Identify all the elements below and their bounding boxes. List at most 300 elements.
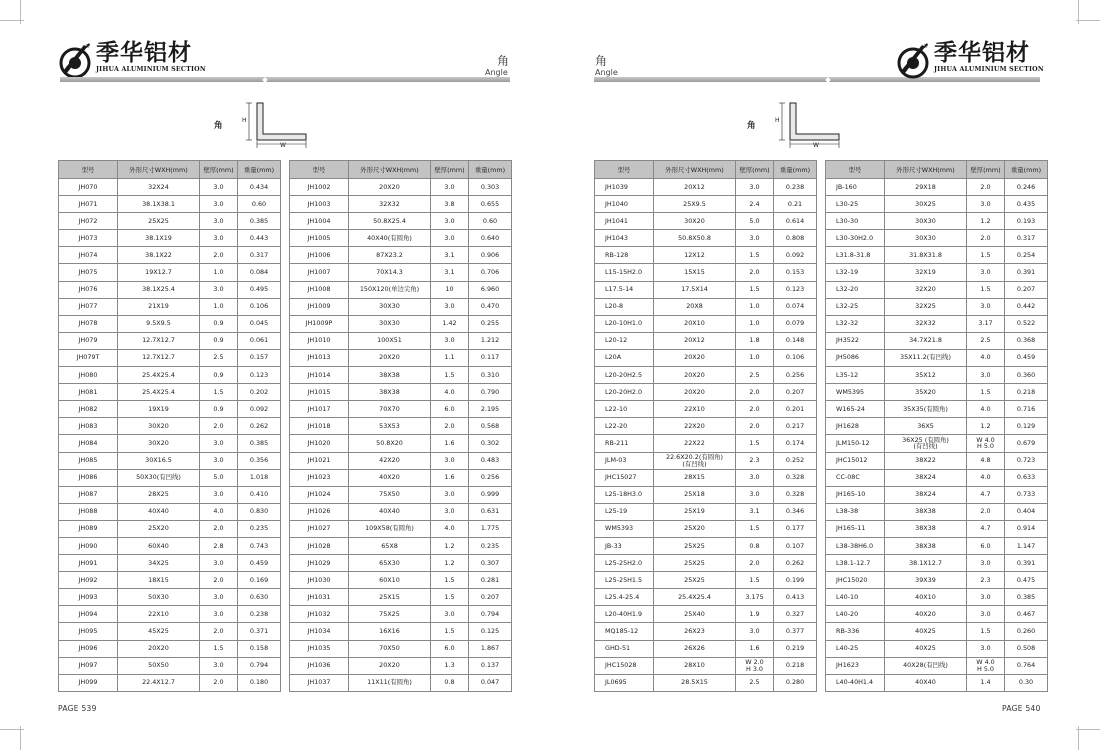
cell-weight: 0.246 <box>1005 179 1048 196</box>
brand-logo <box>58 40 206 82</box>
table-row <box>595 623 817 640</box>
cell-weight: 0.633 <box>1005 469 1048 486</box>
cell-size: 150X120(单边尖角) <box>349 281 431 298</box>
cell-size: 32X19 <box>885 264 967 281</box>
cell-size: 20X20 <box>654 367 736 384</box>
cell-weight: 0.281 <box>469 572 512 589</box>
cell-size: 20X8 <box>654 298 736 315</box>
cell-weight: 0.137 <box>469 657 512 674</box>
cell-weight: 0.459 <box>1005 349 1048 366</box>
cell-weight: 0.202 <box>238 384 281 401</box>
cell-size: 32X25 <box>885 298 967 315</box>
cell-weight: 0.435 <box>1005 196 1048 213</box>
cell-weight: 0.434 <box>238 179 281 196</box>
cell-wall: 1.5 <box>967 384 1005 401</box>
cell-size: 9.5X9.5 <box>118 315 200 332</box>
cell-size: 32X32 <box>349 196 431 213</box>
cell-wall: 3.1 <box>736 503 774 520</box>
cell-code: JH1009 <box>290 298 349 315</box>
cell-wall: W 2.0 H 3.0 <box>736 657 774 674</box>
cell-code: JH1041 <box>595 213 654 230</box>
cell-wall: 1.0 <box>200 264 238 281</box>
cell-weight: 0.60 <box>469 213 512 230</box>
cell-wall: 1.8 <box>736 332 774 349</box>
cell-code: L31.8-31.8 <box>826 247 885 264</box>
table-row <box>826 589 1048 606</box>
cell-code: JH1032 <box>290 606 349 623</box>
cell-weight: 0.716 <box>1005 401 1048 418</box>
cell-size: 30X30 <box>885 230 967 247</box>
cell-weight: 0.508 <box>1005 640 1048 657</box>
cell-weight: 0.106 <box>774 349 817 366</box>
cell-size: 12X12 <box>654 247 736 264</box>
cell-weight: 0.255 <box>469 315 512 332</box>
profile-label: 角 <box>747 121 756 131</box>
cell-wall: 1.0 <box>736 315 774 332</box>
cell-wall: 3.0 <box>967 196 1005 213</box>
cell-code: JH082 <box>59 401 118 418</box>
cell-weight: 0.158 <box>238 640 281 657</box>
cell-size: 20X20 <box>349 657 431 674</box>
cell-size: 60X40 <box>118 537 200 554</box>
cell-wall: 3.0 <box>967 555 1005 572</box>
table-row <box>59 230 281 247</box>
table-row <box>59 281 281 298</box>
cell-wall: 5.0 <box>736 213 774 230</box>
cell-code: JH078 <box>59 315 118 332</box>
cell-wall: 2.5 <box>967 332 1005 349</box>
table-row <box>826 486 1048 503</box>
cell-size: 26X23 <box>654 623 736 640</box>
cell-size: 16X16 <box>349 623 431 640</box>
cell-wall: 3.0 <box>200 179 238 196</box>
table-row <box>595 332 817 349</box>
cell-code: L20-40H1.9 <box>595 606 654 623</box>
cell-wall: 3.0 <box>967 640 1005 657</box>
cell-size: 32X32 <box>885 315 967 332</box>
cell-code: L32-25 <box>826 298 885 315</box>
cell-code: RB-128 <box>595 247 654 264</box>
cell-size: 25X20 <box>654 520 736 537</box>
cell-weight: 0.371 <box>238 623 281 640</box>
cell-size: 25X40 <box>654 606 736 623</box>
section-title-en: Angle <box>485 68 508 77</box>
cell-wall: 3.0 <box>431 179 469 196</box>
cell-weight: 0.047 <box>469 674 512 691</box>
cell-weight: 0.743 <box>238 537 281 554</box>
cell-size: 25.4X25.4 <box>118 367 200 384</box>
cell-size: 36X25 (有圆角) (有凹线) <box>885 435 967 452</box>
cell-wall: 2.0 <box>967 179 1005 196</box>
cell-code: L22-20 <box>595 418 654 435</box>
column-header-wall: 壁厚(mm) <box>200 161 238 179</box>
cell-wall: 0.8 <box>736 537 774 554</box>
cell-size: 38.1X22 <box>118 247 200 264</box>
table-row <box>59 469 281 486</box>
cell-size: 25.4X25.4 <box>118 384 200 401</box>
cell-code: L35-12 <box>826 367 885 384</box>
cell-weight: 0.218 <box>774 657 817 674</box>
table-row <box>59 315 281 332</box>
svg-text:®: ® <box>923 44 928 50</box>
cell-size: 20X20 <box>349 179 431 196</box>
cell-size: 19X12.7 <box>118 264 200 281</box>
cell-code: JH1007 <box>290 264 349 281</box>
catalog-page-540 <box>550 0 1100 750</box>
cell-code: RB-211 <box>595 435 654 452</box>
table-row <box>826 349 1048 366</box>
table-row <box>826 520 1048 537</box>
cell-weight: 0.391 <box>1005 264 1048 281</box>
cell-code: JH1026 <box>290 503 349 520</box>
cell-wall: 1.5 <box>967 247 1005 264</box>
cell-wall: 1.2 <box>967 213 1005 230</box>
cell-code: JH1013 <box>290 349 349 366</box>
cell-code: JH075 <box>59 264 118 281</box>
cell-wall: 2.0 <box>736 384 774 401</box>
table-row <box>595 606 817 623</box>
cell-wall: 4.0 <box>967 469 1005 486</box>
table-row <box>826 418 1048 435</box>
cell-wall: 3.0 <box>967 298 1005 315</box>
table-row <box>59 589 281 606</box>
cell-size: 22X10 <box>654 401 736 418</box>
table-row <box>290 298 512 315</box>
cell-size: 38X24 <box>885 469 967 486</box>
cell-code: JH3522 <box>826 332 885 349</box>
cell-code: JH1040 <box>595 196 654 213</box>
table-row <box>290 401 512 418</box>
table-row <box>826 179 1048 196</box>
table-row <box>595 674 817 691</box>
cell-wall: 0.9 <box>200 367 238 384</box>
brand-name-cn: 季华铝材 <box>96 40 192 66</box>
cell-size: 20X20 <box>118 640 200 657</box>
cell-size: 65X8 <box>349 537 431 554</box>
cell-weight: 0.328 <box>774 486 817 503</box>
cell-wall: 6.0 <box>431 401 469 418</box>
cell-code: L25-25H1.5 <box>595 572 654 589</box>
cell-size: 70X70 <box>349 401 431 418</box>
cell-code: JH165-11 <box>826 520 885 537</box>
cell-size: 32X20 <box>885 281 967 298</box>
cell-code: GHD-51 <box>595 640 654 657</box>
cell-size: 38.1X25.4 <box>118 281 200 298</box>
column-header-weight: 重量(mm) <box>774 161 817 179</box>
table-row <box>595 349 817 366</box>
spec-table <box>289 160 512 692</box>
table-row <box>59 264 281 281</box>
cell-wall: 2.0 <box>736 401 774 418</box>
cell-size: 45X25 <box>118 623 200 640</box>
cell-wall: 3.0 <box>431 486 469 503</box>
table-row <box>595 469 817 486</box>
cell-wall: 3.0 <box>431 606 469 623</box>
cell-weight: 0.045 <box>238 315 281 332</box>
cell-code: JHC15028 <box>595 657 654 674</box>
table-row <box>290 572 512 589</box>
cell-weight: 0.092 <box>774 247 817 264</box>
cell-size: 70X14.3 <box>349 264 431 281</box>
cell-weight: 0.631 <box>469 503 512 520</box>
cell-weight: 0.410 <box>238 486 281 503</box>
table-row <box>595 452 817 469</box>
cell-code: JH1021 <box>290 452 349 469</box>
table-row <box>59 179 281 196</box>
cell-code: JH081 <box>59 384 118 401</box>
cell-size: 40X10 <box>885 589 967 606</box>
cell-weight: 0.794 <box>469 606 512 623</box>
brand-name-cn: 季华铝材 <box>934 40 1030 66</box>
cell-code: JH1003 <box>290 196 349 213</box>
crop-mark <box>0 20 24 21</box>
cell-weight: 0.201 <box>774 401 817 418</box>
cell-weight: 0.346 <box>774 503 817 520</box>
table-row <box>595 230 817 247</box>
cell-weight: 6.960 <box>469 281 512 298</box>
cell-wall: 3.0 <box>200 606 238 623</box>
cell-weight: 0.60 <box>238 196 281 213</box>
table-row <box>826 401 1048 418</box>
cell-wall: W 4.0 H 5.0 <box>967 435 1005 452</box>
table-row <box>595 555 817 572</box>
cell-code: L30-30H2.0 <box>826 230 885 247</box>
cell-size: 50.8X25.4 <box>349 213 431 230</box>
cell-weight: 0.254 <box>1005 247 1048 264</box>
cell-size: 20X12 <box>654 179 736 196</box>
cell-size: 15X15 <box>654 264 736 281</box>
cell-code: WM5393 <box>595 520 654 537</box>
cell-weight: 0.830 <box>238 503 281 520</box>
column-header-wall: 壁厚(mm) <box>736 161 774 179</box>
table-row <box>595 503 817 520</box>
cell-wall: 2.0 <box>736 264 774 281</box>
table-row <box>59 418 281 435</box>
cell-code: JB-160 <box>826 179 885 196</box>
height-dimension-label: H <box>242 117 247 124</box>
cell-weight: 0.723 <box>1005 452 1048 469</box>
cell-code: L30-25 <box>826 196 885 213</box>
table-row <box>290 247 512 264</box>
cell-wall: 2.0 <box>200 520 238 537</box>
cell-wall: 3.0 <box>736 230 774 247</box>
cell-size: 35X11.2(有凹线) <box>885 349 967 366</box>
cell-code: JH1035 <box>290 640 349 657</box>
cell-size: 38X38 <box>349 367 431 384</box>
cell-wall: 2.3 <box>967 572 1005 589</box>
table-row <box>826 640 1048 657</box>
cell-size: 19X19 <box>118 401 200 418</box>
cell-weight: 0.356 <box>238 452 281 469</box>
cell-weight: 0.706 <box>469 264 512 281</box>
cell-wall: 4.7 <box>967 486 1005 503</box>
cell-code: L25.4-25.4 <box>595 589 654 606</box>
cell-size: 22.6X20.2(有圆角) (有凹线) <box>654 452 736 469</box>
table-row <box>826 674 1048 691</box>
cell-size: 25.4X25.4 <box>654 589 736 606</box>
table-row <box>290 315 512 332</box>
cell-weight: 0.262 <box>774 555 817 572</box>
spec-table <box>58 160 281 692</box>
cell-weight: 0.733 <box>1005 486 1048 503</box>
page-number: PAGE 539 <box>58 704 97 713</box>
cell-size: 87X23.2 <box>349 247 431 264</box>
cell-weight: 1.867 <box>469 640 512 657</box>
cell-code: JH095 <box>59 623 118 640</box>
table-row <box>59 332 281 349</box>
cell-wall: 1.5 <box>200 640 238 657</box>
cell-weight: 1.212 <box>469 332 512 349</box>
cell-size: 30X16.5 <box>118 452 200 469</box>
table-row <box>826 213 1048 230</box>
cell-wall: 1.42 <box>431 315 469 332</box>
cell-weight: 0.074 <box>774 298 817 315</box>
cell-code: JHC15027 <box>595 469 654 486</box>
cell-wall: 1.9 <box>736 606 774 623</box>
width-dimension-label: W <box>813 142 819 149</box>
table-row <box>290 435 512 452</box>
cell-wall: 3.0 <box>736 623 774 640</box>
cell-weight: 0.106 <box>238 298 281 315</box>
cell-size: 28X10 <box>654 657 736 674</box>
cell-weight: 0.207 <box>469 589 512 606</box>
cell-wall: 0.9 <box>200 401 238 418</box>
cell-weight: 0.262 <box>238 418 281 435</box>
column-header-size: 外形尺寸WXH(mm) <box>118 161 200 179</box>
cell-wall: 1.0 <box>200 298 238 315</box>
cell-weight: 0.238 <box>238 606 281 623</box>
cell-weight: 0.310 <box>469 367 512 384</box>
cell-weight: 0.328 <box>774 469 817 486</box>
cell-weight: 0.327 <box>774 606 817 623</box>
cell-weight: 0.794 <box>238 657 281 674</box>
table-row <box>59 640 281 657</box>
cell-weight: 0.360 <box>1005 367 1048 384</box>
cell-size: 26X26 <box>654 640 736 657</box>
cell-code: JLM150-12 <box>826 435 885 452</box>
table-row <box>826 503 1048 520</box>
table-row <box>290 196 512 213</box>
table-row <box>290 452 512 469</box>
cell-size: 34.7X21.8 <box>885 332 967 349</box>
column-header-size: 外形尺寸WXH(mm) <box>349 161 431 179</box>
cell-weight: 0.280 <box>774 674 817 691</box>
cell-code: L25-19 <box>595 503 654 520</box>
cell-size: 34X25 <box>118 555 200 572</box>
cell-code: JH1027 <box>290 520 349 537</box>
cell-size: 25X25 <box>654 572 736 589</box>
cell-code: L22-10 <box>595 401 654 418</box>
cell-code: JH070 <box>59 179 118 196</box>
cell-size: 100X51 <box>349 332 431 349</box>
cell-code: JH084 <box>59 435 118 452</box>
cell-wall: 3.0 <box>431 332 469 349</box>
cell-wall: 0.9 <box>200 332 238 349</box>
cell-code: L20-20H2.5 <box>595 367 654 384</box>
table-row <box>595 640 817 657</box>
table-row <box>595 520 817 537</box>
table-row <box>595 298 817 315</box>
cell-wall: 2.8 <box>200 537 238 554</box>
cell-code: JH080 <box>59 367 118 384</box>
cell-size: 25X20 <box>118 520 200 537</box>
table-row <box>290 281 512 298</box>
cell-wall: 2.0 <box>200 247 238 264</box>
table-row <box>59 486 281 503</box>
cell-code: L38-38H6.0 <box>826 537 885 554</box>
cell-weight: 0.459 <box>238 555 281 572</box>
cell-code: L40-40H1.4 <box>826 674 885 691</box>
cell-size: 50X30(有凹线) <box>118 469 200 486</box>
table-row <box>826 196 1048 213</box>
table-row <box>59 367 281 384</box>
cell-size: 30X20 <box>118 435 200 452</box>
cell-size: 38X38 <box>885 520 967 537</box>
cell-code: JH085 <box>59 452 118 469</box>
cell-size: 25X25 <box>654 537 736 554</box>
cell-size: 40X40 <box>349 503 431 520</box>
cell-weight: 1.147 <box>1005 537 1048 554</box>
cell-wall: 1.6 <box>736 640 774 657</box>
cell-size: 75X50 <box>349 486 431 503</box>
cell-size: 12.7X12.7 <box>118 349 200 366</box>
cell-wall: 3.0 <box>967 589 1005 606</box>
table-row <box>290 537 512 554</box>
cell-code: JH1018 <box>290 418 349 435</box>
column-header-weight: 重量(mm) <box>469 161 512 179</box>
table-row <box>59 196 281 213</box>
cell-wall: 3.0 <box>200 281 238 298</box>
cell-size: 39X39 <box>885 572 967 589</box>
cell-weight: 0.790 <box>469 384 512 401</box>
cell-size: 30X30 <box>349 315 431 332</box>
cell-code: JH1010 <box>290 332 349 349</box>
cell-code: JH087 <box>59 486 118 503</box>
table-row <box>595 572 817 589</box>
cell-weight: 0.404 <box>1005 503 1048 520</box>
cell-wall: 1.4 <box>967 674 1005 691</box>
table-row <box>290 520 512 537</box>
column-header-code: 型号 <box>826 161 885 179</box>
cell-weight: 0.679 <box>1005 435 1048 452</box>
cell-size: 35X12 <box>885 367 967 384</box>
cell-code: RB-336 <box>826 623 885 640</box>
table-row <box>826 435 1048 452</box>
cell-weight: 0.483 <box>469 452 512 469</box>
cell-weight: 0.193 <box>1005 213 1048 230</box>
cell-size: 40X28(有凹线) <box>885 657 967 674</box>
cell-weight: 0.614 <box>774 213 817 230</box>
table-row <box>826 623 1048 640</box>
cell-weight: 0.177 <box>774 520 817 537</box>
cell-wall: 3.0 <box>200 230 238 247</box>
cell-code: JH076 <box>59 281 118 298</box>
cell-code: JHC15020 <box>826 572 885 589</box>
cell-wall: 2.4 <box>736 196 774 213</box>
cell-code: JH1023 <box>290 469 349 486</box>
cell-wall: 3.0 <box>431 298 469 315</box>
cell-weight: 0.157 <box>238 349 281 366</box>
cell-size: 20X12 <box>654 332 736 349</box>
cell-wall: 1.3 <box>431 657 469 674</box>
cell-weight: 0.764 <box>1005 657 1048 674</box>
cell-weight: 0.307 <box>469 555 512 572</box>
cell-wall: 2.5 <box>736 674 774 691</box>
cell-wall: 3.0 <box>431 213 469 230</box>
section-title-cn: 角 <box>497 54 510 68</box>
cell-size: 40X20 <box>885 606 967 623</box>
cell-weight: 0.123 <box>238 367 281 384</box>
